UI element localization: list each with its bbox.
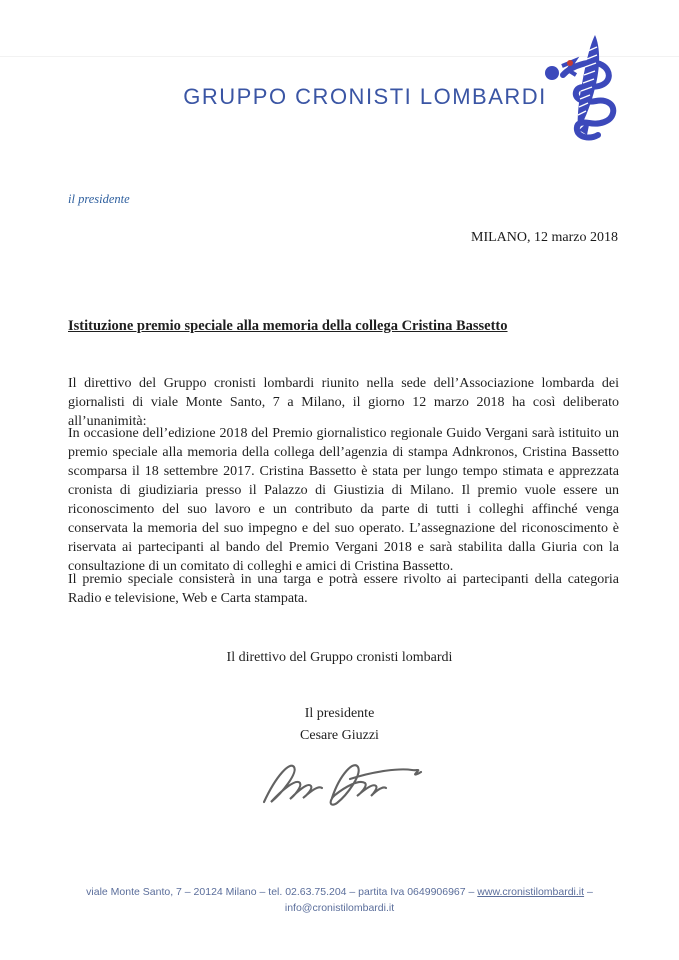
footer-address: viale Monte Santo, 7 – 20124 Milano – tel. 02.63.75.204 – partita Iva 0649906967 –	[86, 886, 478, 898]
snake-eye-dot	[567, 60, 573, 66]
footer-email: info@cronistilombardi.it	[284, 902, 395, 914]
paragraph-prize-description: In occasione dell’edizione 2018 del Premio giornalistico regionale Guido Vergani sarà istituito un premio speciale alla memoria della collega dell’agenzia di stampa Adnkronos, Cristina Bassetto scomparsa il 18 settembre 2017. Cristina Bassetto è stata per lungo tempo stimata e apprezzata cronista di giudiziaria presso il Palazzo di Giustizia di Milano. Il premio vuole essere un riconoscimento del suo lavoro e un contributo da parte di tutti i colleghi affinché venga conservata la memoria del suo impegno e del suo operato. L’assegnazione del riconoscimento è riservata ai partecipanti al bando del Premio Vergani 2018 e sarà stabilita dalla Giuria con la consultazione di un comitato di colleghi e amici di Cristina Bassetto.	[68, 426, 619, 574]
closing-line: Il direttivo del Gruppo cronisti lombardi	[226, 650, 453, 665]
role-label: il presidente	[68, 192, 130, 206]
snake-head-dot	[545, 66, 559, 80]
org-name-title: GRUPPO CRONISTI LOMBARDI	[183, 84, 547, 109]
paragraph-resolution: Il direttivo del Gruppo cronisti lombardi riunito nella sede dell’Associazione lombarda dei giornalisti di viale Monte Santo, 7 a Milano, il giorno 12 marzo 2018 ha così deliberato all’unanimità:	[68, 376, 619, 429]
signer-role: Il presidente	[304, 706, 375, 721]
dateline: MILANO, 12 marzo 2018	[471, 230, 618, 245]
signer-name: Cesare Giuzzi	[300, 728, 379, 743]
subject-line: Istituzione premio speciale alla memoria della collega Cristina Bassetto	[68, 318, 508, 334]
handwritten-signature	[252, 750, 428, 812]
footer-website-link[interactable]: www.cronistilombardi.it	[477, 886, 585, 898]
footer	[0, 884, 679, 916]
footer-separator: –	[584, 886, 593, 898]
quill-serpent-logo-icon	[543, 33, 625, 141]
paragraph-prize-format: Il premio speciale consisterà in una targa e potrà essere rivolto ai partecipanti della categoria Radio e televisione, Web e Carta stampata.	[68, 572, 619, 606]
